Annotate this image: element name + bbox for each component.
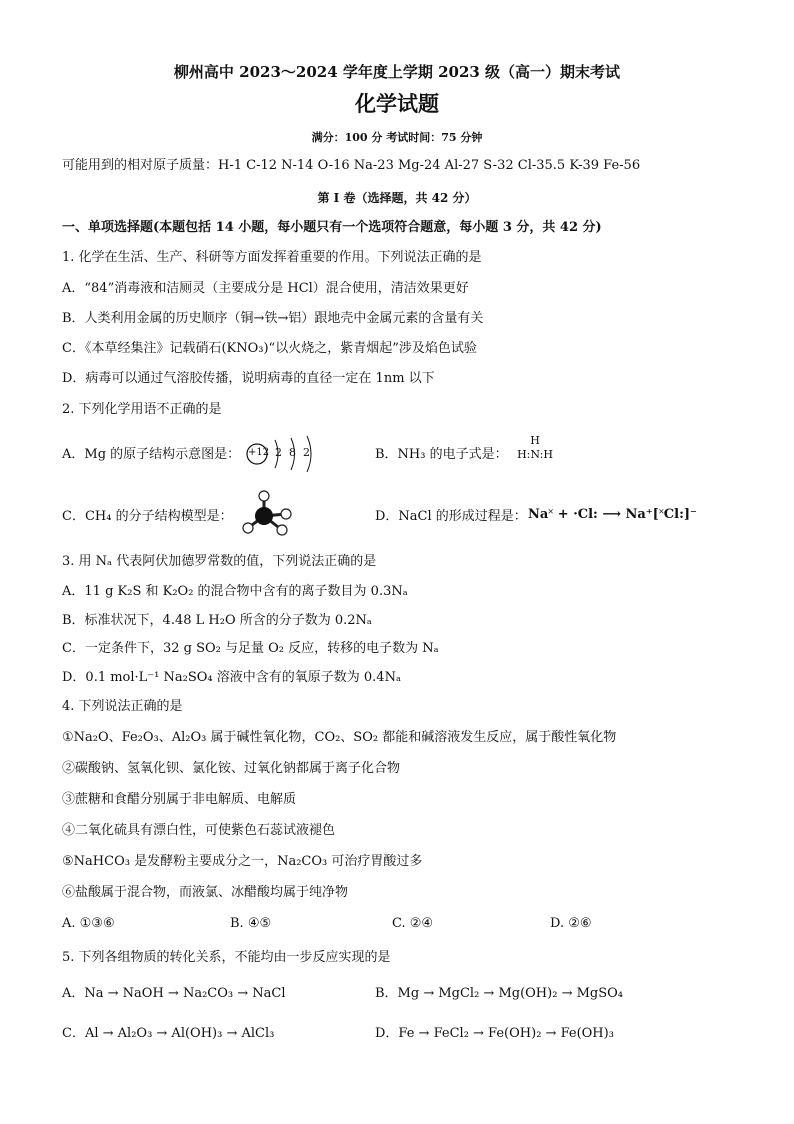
q4-option-c: C. ②④	[392, 916, 434, 931]
q3-option-a: A．11 g K₂S 和 K₂O₂ 的混合物中含有的离子数目为 0.3Nₐ	[62, 584, 408, 599]
q2-option-b: B．NH₃ 的电子式是：	[375, 447, 508, 462]
q4-statement-2: ②碳酸钠、氢氧化钡、氯化铵、过氧化钠都属于离子化合物	[62, 761, 401, 776]
q4-stem: 4. 下列说法正确的是	[62, 699, 183, 714]
nacl-formation-formula: Na˟ + ·Cl: ⟶ Na⁺[˟Cl:]⁻	[528, 507, 697, 522]
score-time: 满分：100 分 考试时间：75 分钟	[311, 131, 483, 144]
part1-title: 第 I 卷（选择题，共 42 分）	[317, 191, 477, 205]
ch4-model-icon	[240, 488, 296, 538]
q1-stem: 1. 化学在生活、生产、科研等方面发挥着重要的作用。下列说法正确的是	[62, 250, 482, 265]
q4-option-a: A. ①③⑥	[62, 916, 115, 931]
mg-nucleus-label: +12	[248, 447, 270, 458]
nh3-electron-formula	[510, 434, 560, 462]
q4-statement-6: ⑥盐酸属于混合物，而液氯、冰醋酸均属于纯净物	[62, 885, 349, 900]
q4-option-d: D. ②⑥	[550, 916, 592, 931]
atomic-masses: 可能用到的相对原子质量：H-1 C-12 N-14 O-16 Na-23 Mg-24 Al-27 S-32 Cl-35.5 K-39 Fe-56	[62, 158, 641, 173]
q4-statement-4: ④二氧化硫具有漂白性，可使紫色石蕊试液褪色	[62, 823, 336, 838]
q5-option-a: A．Na → NaOH → Na₂CO₃ → NaCl	[62, 986, 286, 1001]
q3-option-c: C．一定条件下，32 g SO₂ 与足量 O₂ 反应，转移的电子数为 Nₐ	[62, 641, 439, 656]
exam-title: 柳州高中 2023～2024 学年度上学期 2023 级（高一）期末考试	[173, 63, 621, 81]
section-title: 一、单项选择题(本题包括 14 小题，每小题只有一个选项符合题意，每小题 3 分，共 42 分)	[62, 220, 602, 235]
q2-option-c: C．CH₄ 的分子结构模型是：	[62, 509, 233, 524]
mg-atom-diagram	[245, 432, 325, 476]
q1-option-b: B．人类利用金属的历史顺序（铜→铁→铝）跟地壳中金属元素的含量有关	[62, 311, 484, 326]
q5-option-c: C．Al → Al₂O₃ → Al(OH)₃ → AlCl₃	[62, 1026, 275, 1041]
q1-option-a: A．“84”消毒液和洁厕灵（主要成分是 HCl）混合使用，清洁效果更好	[62, 281, 469, 296]
q5-stem: 5. 下列各组物质的转化关系，不能均由一步反应实现的是	[62, 950, 391, 965]
q1-option-d: D．病毒可以通过气溶胶传播，说明病毒的直径一定在 1nm 以下	[62, 371, 435, 386]
q4-statement-3: ③蔗糖和食醋分别属于非电解质、电解质	[62, 792, 297, 807]
q4-statement-5: ⑤NaHCO₃ 是发酵粉主要成分之一，Na₂CO₃ 可治疗胃酸过多	[62, 854, 423, 869]
subject-title: 化学试题	[355, 91, 439, 116]
q2-option-d: D．NaCl 的形成过程是：	[375, 509, 527, 524]
nh3-top-h: H	[530, 434, 540, 447]
q5-option-d: D．Fe → FeCl₂ → Fe(OH)₂ → Fe(OH)₃	[375, 1026, 614, 1041]
q2-option-a: A．Mg 的原子结构示意图是：	[62, 447, 241, 462]
q4-option-b: B. ④⑤	[230, 916, 272, 931]
q3-option-d: D．0.1 mol·L⁻¹ Na₂SO₄ 溶液中含有的氧原子数为 0.4Nₐ	[62, 670, 401, 685]
q1-option-c: C．《本草经集注》记载硝石(KNO₃)“以火烧之，紫青烟起”涉及焰色试验	[62, 341, 477, 356]
mg-shell-electrons: 2 8 2	[275, 446, 310, 459]
nh3-main: H:N:H	[517, 448, 553, 461]
q4-statement-1: ①Na₂O、Fe₂O₃、Al₂O₃ 属于碱性氧化物，CO₂、SO₂ 都能和碱溶液发生反应，属于酸性氧化物	[62, 730, 617, 745]
q2-stem: 2. 下列化学用语不正确的是	[62, 402, 222, 417]
q3-stem: 3. 用 Nₐ 代表阿伏加德罗常数的值，下列说法正确的是	[62, 554, 377, 569]
q3-option-b: B．标准状况下，4.48 L H₂O 所含的分子数为 0.2Nₐ	[62, 613, 372, 628]
q5-option-b: B．Mg → MgCl₂ → Mg(OH)₂ → MgSO₄	[375, 986, 623, 1001]
